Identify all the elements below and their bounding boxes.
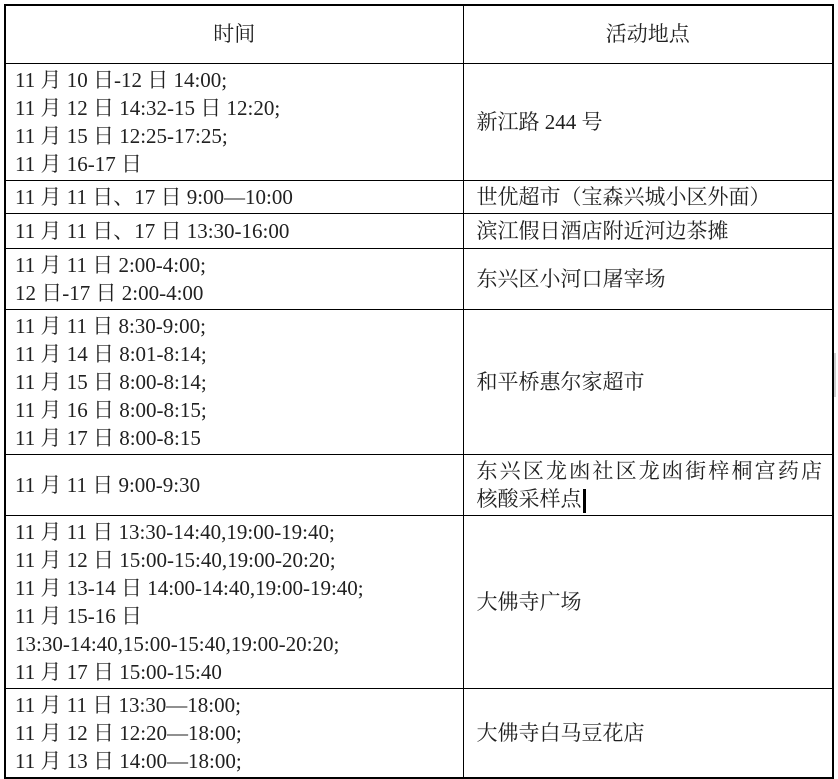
table-row (5, 309, 833, 454)
time-line: 11 月 11 日、17 日 9:00—10:00 (15, 184, 293, 209)
table-row (5, 213, 833, 248)
time-line: 11 月 17 日 15:00-15:40 (15, 659, 222, 684)
time-cell[interactable] (5, 180, 463, 213)
table-row (5, 515, 833, 688)
time-line: 11 月 17 日 8:00-8:15 (15, 425, 201, 450)
location-text-line1: 东兴区龙凼社区龙凼街梓桐宫药店 (476, 458, 822, 483)
time-cell[interactable] (5, 248, 463, 309)
header-time: 时间 (5, 5, 463, 63)
location-text: 新江路 244 号 (476, 109, 603, 134)
activity-schedule-table[interactable] (4, 4, 834, 779)
time-line: 13:30-14:40,15:00-15:40,19:00-20:20; (15, 631, 340, 656)
table-row (5, 63, 833, 180)
location-cell[interactable] (463, 309, 833, 454)
time-line: 11 月 15-16 日 (15, 603, 142, 628)
location-text: 大佛寺白马豆花店 (476, 720, 645, 745)
location-cell[interactable] (463, 213, 833, 248)
time-cell[interactable] (5, 63, 463, 180)
time-line: 11 月 11 日 9:00-9:30 (15, 472, 201, 497)
table-row (5, 180, 833, 213)
time-line: 11 月 16 日 8:00-8:15; (15, 397, 207, 422)
location-text: 和平桥惠尔家超市 (476, 369, 645, 394)
location-cell[interactable] (463, 515, 833, 688)
time-cell[interactable] (5, 454, 463, 515)
location-text: 核酸采样点 (476, 486, 582, 511)
time-cell[interactable] (5, 213, 463, 248)
location-text: 滨江假日酒店附近河边茶摊 (476, 218, 729, 243)
location-cell[interactable] (463, 248, 833, 309)
time-line: 11 月 12 日 14:32-15 日 12:20; (15, 95, 281, 120)
time-line: 12 日-17 日 2:00-4:00 (15, 280, 204, 305)
time-line: 11 月 14 日 8:01-8:14; (15, 341, 207, 366)
time-line: 11 月 15 日 8:00-8:14; (15, 369, 207, 394)
header-location: 活动地点 (463, 5, 833, 63)
location-cell[interactable] (463, 63, 833, 180)
location-cell[interactable] (463, 180, 833, 213)
time-line: 11 月 12 日 12:20—18:00; (15, 720, 242, 745)
time-line: 11 月 13 日 14:00—18:00; (15, 748, 242, 773)
table-row (5, 248, 833, 309)
time-line: 11 月 16-17 日 (15, 151, 142, 176)
text-cursor (583, 489, 586, 513)
time-line: 11 月 13-14 日 14:00-14:40,19:00-19:40; (15, 575, 364, 600)
time-line: 11 月 11 日 8:30-9:00; (15, 313, 206, 338)
time-cell[interactable] (5, 688, 463, 778)
time-line: 11 月 11 日 13:30-14:40,19:00-19:40; (15, 519, 335, 544)
time-line: 11 月 11 日、17 日 13:30-16:00 (15, 218, 290, 243)
table-row (5, 688, 833, 778)
location-text: 大佛寺广场 (476, 589, 582, 614)
location-text-line2 (477, 485, 823, 513)
location-text: 世优超市（宝森兴城小区外面） (476, 184, 771, 209)
time-line: 11 月 11 日 13:30—18:00; (15, 692, 241, 717)
time-cell[interactable] (5, 515, 463, 688)
time-line: 11 月 12 日 15:00-15:40,19:00-20:20; (15, 547, 336, 572)
time-line: 11 月 11 日 2:00-4:00; (15, 252, 206, 277)
page-edge-artifact (834, 353, 836, 397)
table-header-row (5, 5, 833, 63)
time-cell[interactable] (5, 309, 463, 454)
time-line: 11 月 15 日 12:25-17:25; (15, 123, 228, 148)
location-cell[interactable] (463, 454, 833, 515)
time-line: 11 月 10 日-12 日 14:00; (15, 67, 228, 92)
location-cell[interactable] (463, 688, 833, 778)
location-text: 东兴区小河口屠宰场 (476, 266, 666, 291)
table-row (5, 454, 833, 515)
